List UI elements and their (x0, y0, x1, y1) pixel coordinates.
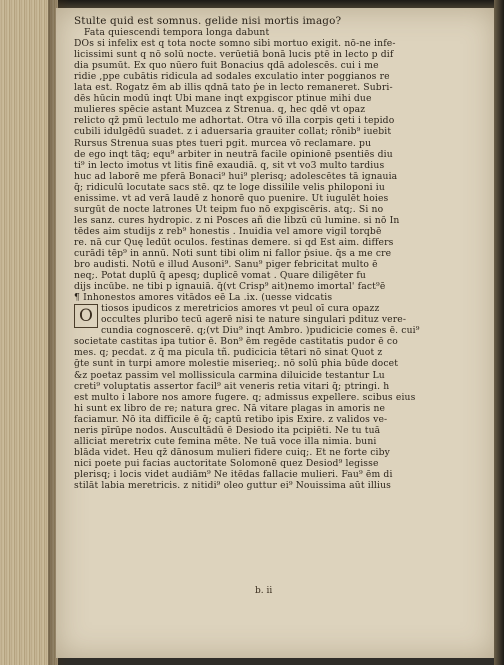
text-line: ti⁹ in lecto imotus vt litis finē exaudiā. q, sit vt vo3 multo tardius (74, 159, 385, 171)
text-line: cundia cognoscerē. q;(vt Diu⁹ inqt Ambro. )pudicicie comes ē. cui⁹ (101, 325, 420, 337)
signature-mark: b. ii (255, 586, 273, 596)
text-line: licissimi sunt q nō solū nocte. verūetiā bonā lucis ptē in lecto p dif (74, 49, 394, 61)
text-line: stilāt labia meretricis. z nitidi⁹ oleo guttur ei⁹ Nouissima aūt illius (74, 479, 392, 491)
text-line: q̄; ridiculū locutate sacs stē. qz te loge dissilile velis philoponi iu (74, 181, 385, 193)
text-line: mes. q; pecdat. z q̄ ma picula tñ. pudicicia tētari nō sinat Quot z (74, 347, 383, 359)
text-line: dia psumūt. Ex quo nūero fuit Bonacius qdā adolescēs. cui i me (74, 60, 379, 72)
text-line: nici poete pui facias auctoritate Solomonē quez Desiod⁹ legisse (74, 457, 379, 469)
text-line: creti⁹ voluptatis assertor facil⁹ ait veneris retia vitari q̄; ptringi. h (74, 380, 390, 392)
paragraph-a (74, 38, 474, 303)
text-line: tēdes aim studijs z reb⁹ honestis . Inuidia vel amore vigil torqbē (74, 225, 382, 237)
text-line: surgūt de nocte latrones Ut teipm fuo nō expgiscēris. atq;. Si no (74, 203, 384, 215)
text-block (74, 16, 474, 491)
text-line: est multo i labore nos amore fugere. q; admissus expellere. scibus eius (74, 391, 416, 403)
text-line: curādi tēp⁹ in annū. Noti sunt tibi olim ni fallor ṗsiue. q̄s a me cre (74, 247, 392, 259)
text-line: alliciat meretrix cute femina mēte. Ne tuā voce illa nimia. buni (74, 435, 377, 447)
text-line: tiosos ipudicos z meretricios amores vt peul oī cura opazz (101, 303, 380, 315)
text-line: blāda videt. Heu qz̄ dānosum mulieri fidere cuiq;. Et ne forte ciby (74, 446, 390, 458)
text-line: DOs si infelix est q tota nocte somno sibi mortuo exigit. nō-ne infe- (74, 38, 396, 50)
text-line: ridie ,ppe cubātis ridicula ad sodales exculatio inter poggianos re (74, 71, 390, 83)
text-line: mulieres spēcie astant Muzcea z Strenua. q, hec qdē vt opaz (74, 104, 366, 116)
text-line: dijs incūbe. ne tibi p ignauiā. q̄(vt Crisp⁹ ait)nemo imortal' fact⁹ē (74, 281, 386, 293)
paragraph-b (74, 303, 474, 491)
binding-edge (494, 0, 504, 665)
text-line: occultes pluribo tecū agerē nisi te nature singulari pdituz vere- (101, 314, 407, 326)
text-line: relicto qz̄ pmū lectulo me adhortat. Otra vō illa corpis qeti i tepido (74, 115, 395, 127)
text-line: neris pīrūpe nodos. Auscultādū ē Desiodo ita pcipiēti. Ne tu tuā (74, 424, 381, 436)
initial-letter: O (74, 304, 98, 328)
text-line: ¶ Inhonestos amores vitādos eē La .ix. (uesse vidcatis (74, 292, 333, 304)
text-line: neq;. Potat duplū q̄ apesq; duplicē vomat . Quare diligēter fu (74, 270, 366, 282)
text-line: re. nā cur Quę ledūt oculos. festinas demere. si qd Est aim. differs (74, 236, 394, 248)
text-line: faciamur. Nō ita difficile ē q̄; captū retibo ipis Exire. z validos ve- (74, 413, 388, 425)
text-line: bro audisti. Notū e illud Ausoni⁹. Sanu⁹ piger febricitat multo ē (74, 259, 378, 271)
text-line: hi sunt ex libro de re; natura grec. Nā vitare plagas in amoris ne (74, 402, 386, 414)
text-line: de ego inqt tāq; equ⁹ arbiter in neutrā facile opinionē psentiēs diu (74, 148, 393, 160)
text-line: plerisq; i locis videt audiām⁹ Ne itēdas fallacie mulieri. Fau⁹ ēm di (74, 468, 393, 480)
text-line: lata est. Rogatz ēm ab illis qdnā tato ṗe in lecto remaneret. Subri- (74, 82, 393, 94)
text-line: Rursus Strenua suas ptes tueri pgit. murcea vō reclamare. pu (74, 137, 372, 149)
text-line: societate castitas ipa tutior ē. Bon⁹ ēm regēde castitatis pudor ē co (74, 336, 398, 348)
subheading-line: Fata quiescendi tempora longa dabunt (84, 27, 270, 39)
text-line: huc ad laborē me pferā Bonaci⁹ hui⁹ plerisq; adolescētes tā ignauia (74, 170, 398, 182)
text-line: ḡte sunt in turpi amore molestie miserieq;. nō solū phia būde docet (74, 358, 399, 370)
text-line: &z poetaz passim vel mollissicula carmina diluicide testantur Lu (74, 369, 385, 381)
text-line: les sanz. cures hydropic. z ni Posces añ die libzū cū lumine. si nō In (74, 214, 400, 226)
text-line: enissime. vt ad verā laudē z honorē quo puenire. Ut iugulēt hoies (74, 192, 389, 204)
text-line: dēs hūcin modū inqt Ubi mane inqt expgiscor ptinue mihi due (74, 93, 372, 105)
heading-line: Stulte quid est somnus. gelide nisi mortis imago? (74, 16, 342, 27)
text-line: cubili idulgēdū suadet. z i aduersaria grauiter collat; rōnib⁹ iuebit (74, 126, 392, 138)
